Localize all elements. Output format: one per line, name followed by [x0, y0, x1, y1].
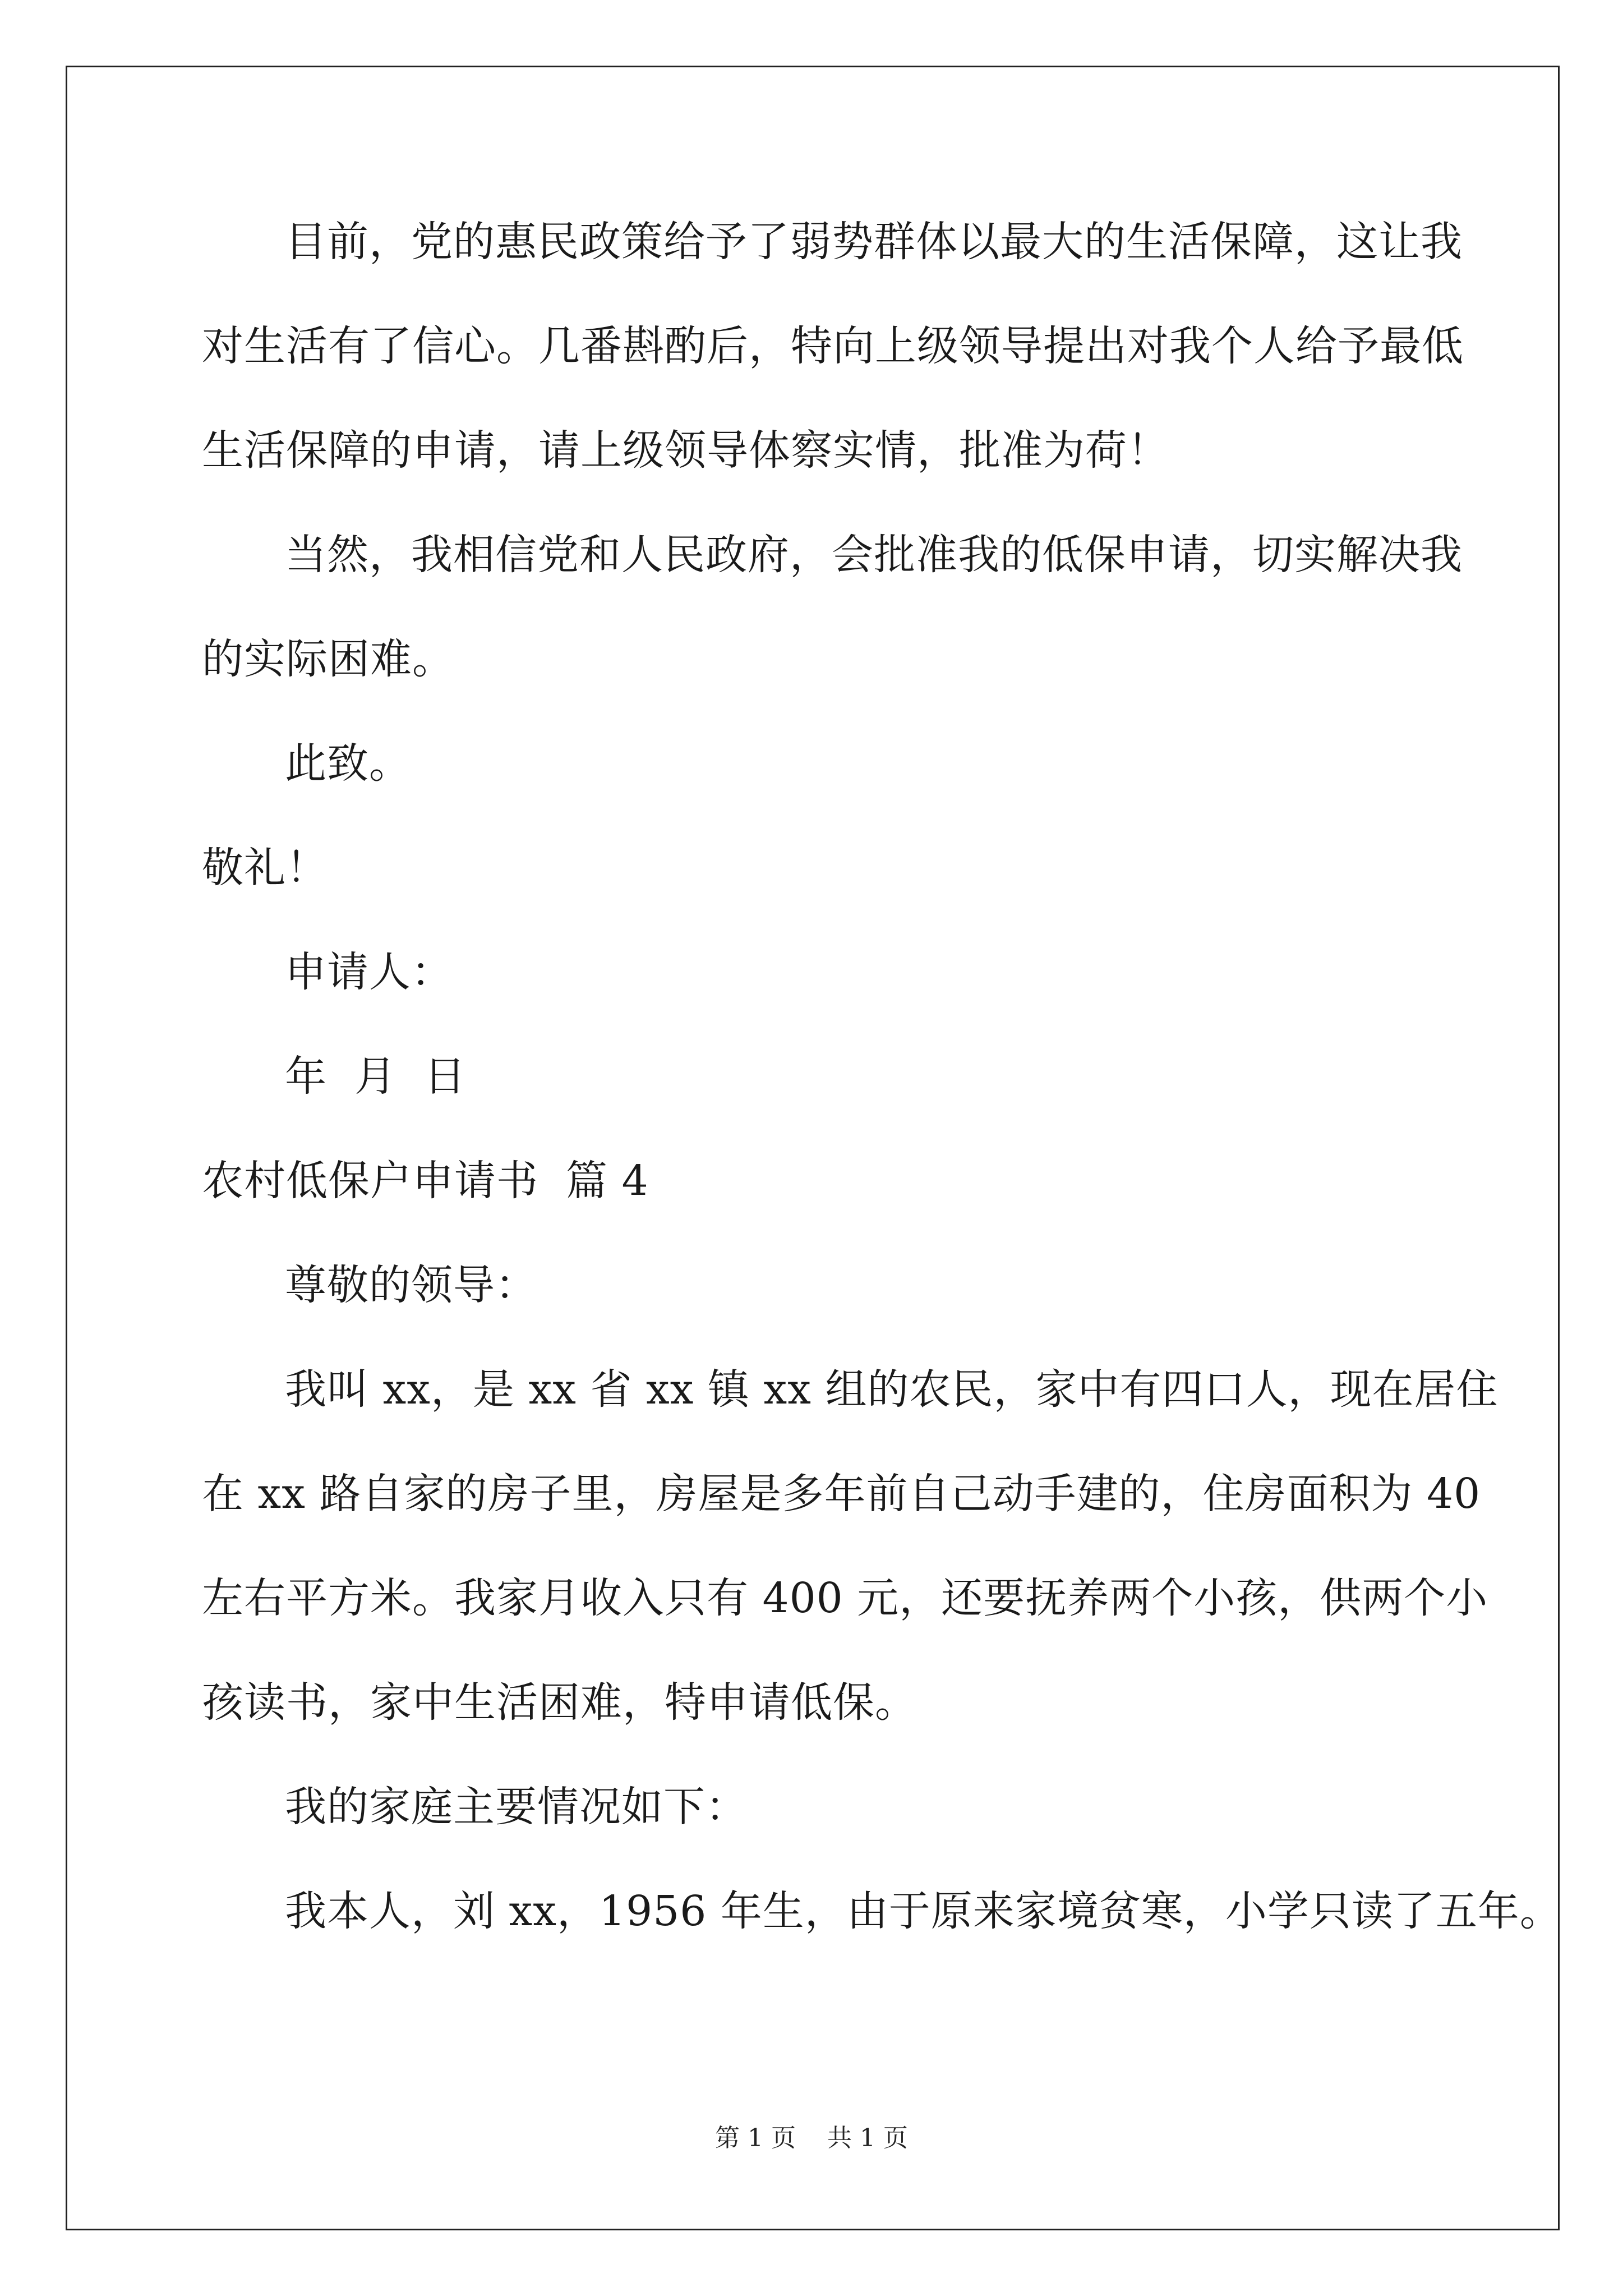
- paragraph-line: 生活保障的申请，请上级领导体察实情，批准为荷！: [202, 426, 1169, 475]
- paragraph-line: 当然，我相信党和人民政府，会批准我的低保申请，切实解决我: [285, 531, 1463, 579]
- paragraph-line: 孩读书，家中生活困难，特申请低保。: [202, 1678, 917, 1727]
- page-number-label: 第 1 页 共 1 页: [715, 2124, 908, 2152]
- paragraph-line: 我的家庭主要情况如下：: [285, 1783, 748, 1831]
- closing-regards: 敬礼！: [202, 844, 328, 892]
- date-line: 年 月 日: [285, 1052, 467, 1101]
- section-heading: 农村低保户申请书 篇 4: [202, 1157, 649, 1205]
- paragraph-line: 在 xx 路自家的房子里，房屋是多年前自己动手建的，住房面积为 40: [202, 1470, 1481, 1518]
- paragraph-line: 我本人，刘 xx，1956 年生，由于原来家境贫寒，小学只读了五年。: [285, 1887, 1562, 1935]
- paragraph-line: 我叫 xx，是 xx 省 xx 镇 xx 组的农民，家中有四口人，现在居住: [285, 1365, 1498, 1414]
- paragraph-line: 左右平方米。我家月收入只有 400 元，还要抚养两个小孩，供两个小: [202, 1574, 1488, 1622]
- closing-salutation: 此致。: [285, 739, 411, 788]
- paragraph-line: 的实际困难。: [202, 635, 454, 683]
- greeting: 尊敬的领导：: [285, 1261, 537, 1309]
- paragraph-line: 目前，党的惠民政策给予了弱势群体以最大的生活保障，这让我: [285, 218, 1463, 266]
- applicant-label: 申请人：: [285, 948, 453, 996]
- page-footer: [0, 2122, 1623, 2155]
- paragraph-line: 对生活有了信心。几番斟酌后，特向上级领导提出对我个人给予最低: [202, 322, 1464, 370]
